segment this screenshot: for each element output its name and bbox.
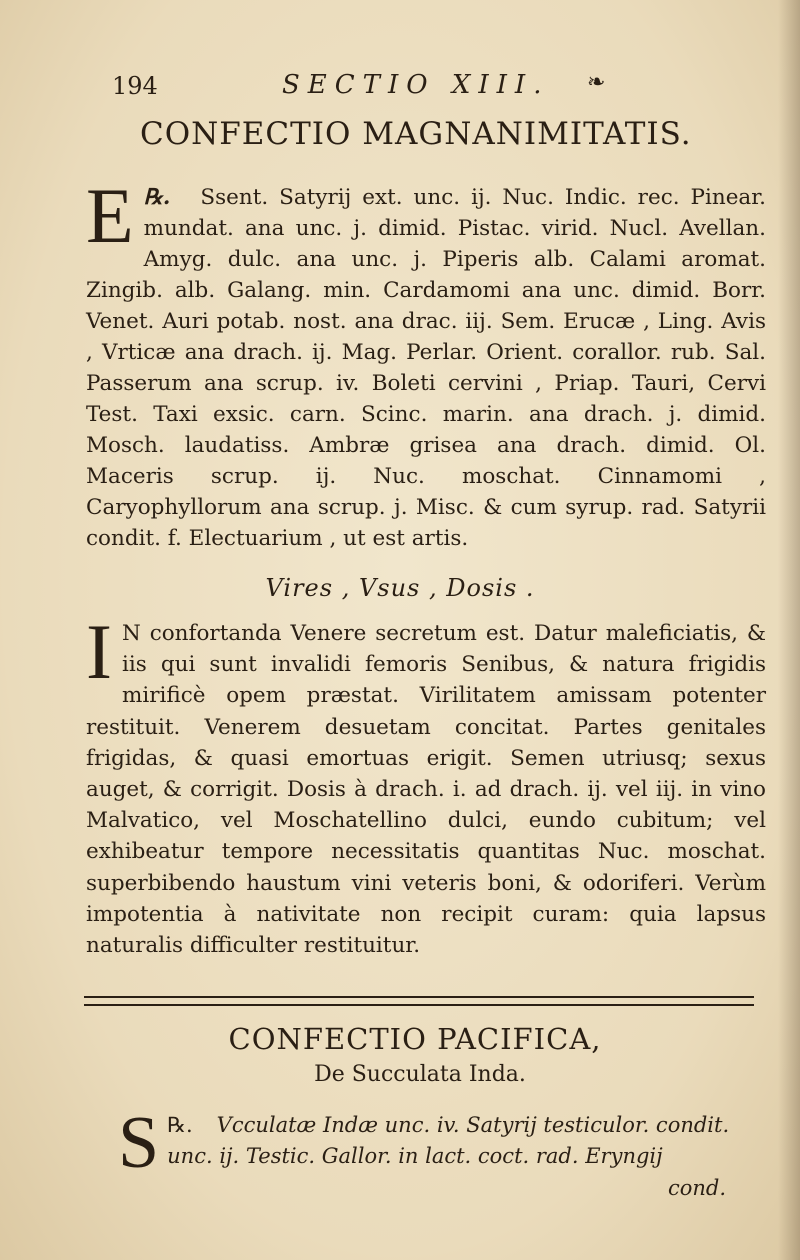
rx-symbol: ℞. [143,185,171,210]
body-paragraph [86,608,766,961]
ornament-icon: ❧ [587,70,610,95]
drop-cap-2: S [118,1102,160,1184]
drop-cap: E [86,172,134,259]
section-divider [84,996,754,1006]
page-header [112,70,672,104]
recipe2-text: Vcculatæ Indæ unc. iv. Satyrij testiculor. condit. unc. ij. Testic. Gallor. in lact. coct. rad. Eryngij [167,1113,730,1168]
catchword: cond. [668,1176,727,1200]
recipe-paragraph [86,172,766,554]
body-text: N confortanda Venere secretum est. Datur maleficiatis, & iis qui sunt invalidi femoris Senibus, & natura frigidis mirificè opem præstat. Virilitatem amissam potenter restituit. Venerem desuetam concitat. Partes genitales frigidas, & quasi emortuas erigit. Semen utriusq; sexus auget, & corrigit. Dosis à drach. i. ad drach. ij. vel iij. in vino Malvatico, vel Moschatellino dulci, eundo cubitum; vel exhibeatur tempore necessitatis quantitas Nuc. moschat. superbibendo haustum vini veteris boni, & odoriferi. Verùm impotentia à nativitate non recipit curam: quia lapsus naturalis difficulter restituitur. [86,621,766,959]
subheading: Vires , Vsus , Dosis . [265,574,535,602]
body-drop-cap: I [86,608,112,695]
page-number: 194 [112,72,158,100]
rx2-symbol: ℞. [167,1113,193,1137]
recipe-text: Ssent. Satyrij ext. unc. ij. Nuc. Indic. rec. Pinear. mundat. ana unc. j. dimid. Pistac. virid. Nucl. Avellan. Amyg. dulc. ana unc. j. Piperis alb. Calami aromat. Zingib. alb. Galang. min. Cardamomi ana unc. dimid. Borr. Venet. Auri potab. nost. ana drac. iij. Sem. Erucæ , Ling. Avis , Vrticæ ana drach. ij. Mag. Perlar. Orient. corallor. rub. Sal. Passerum ana scrup. iv. Boleti cervini , Priap. Tauri, Cervi Test. Taxi exsic. carn. Scinc. marin. ana drach. j. dimid. Mosch. laudatiss. Ambræ grisea ana drach. dimid. Ol. Maceris scrup. ij. Nuc. moschat. Cinnamomi , Caryophyllorum ana scrup. j. Misc. & cum syrup. rad. Satyrii condit. f. Electuarium , ut est artis. [86,185,766,551]
running-head: SECTIO XIII. [282,70,550,100]
recipe2-paragraph [118,1102,768,1184]
section2-subtitle: De Succulata Inda. [314,1062,526,1087]
section-title: CONFECTIO MAGNANIMITATIS. [140,116,692,152]
section2-title: CONFECTIO PACIFICA, [228,1022,602,1056]
